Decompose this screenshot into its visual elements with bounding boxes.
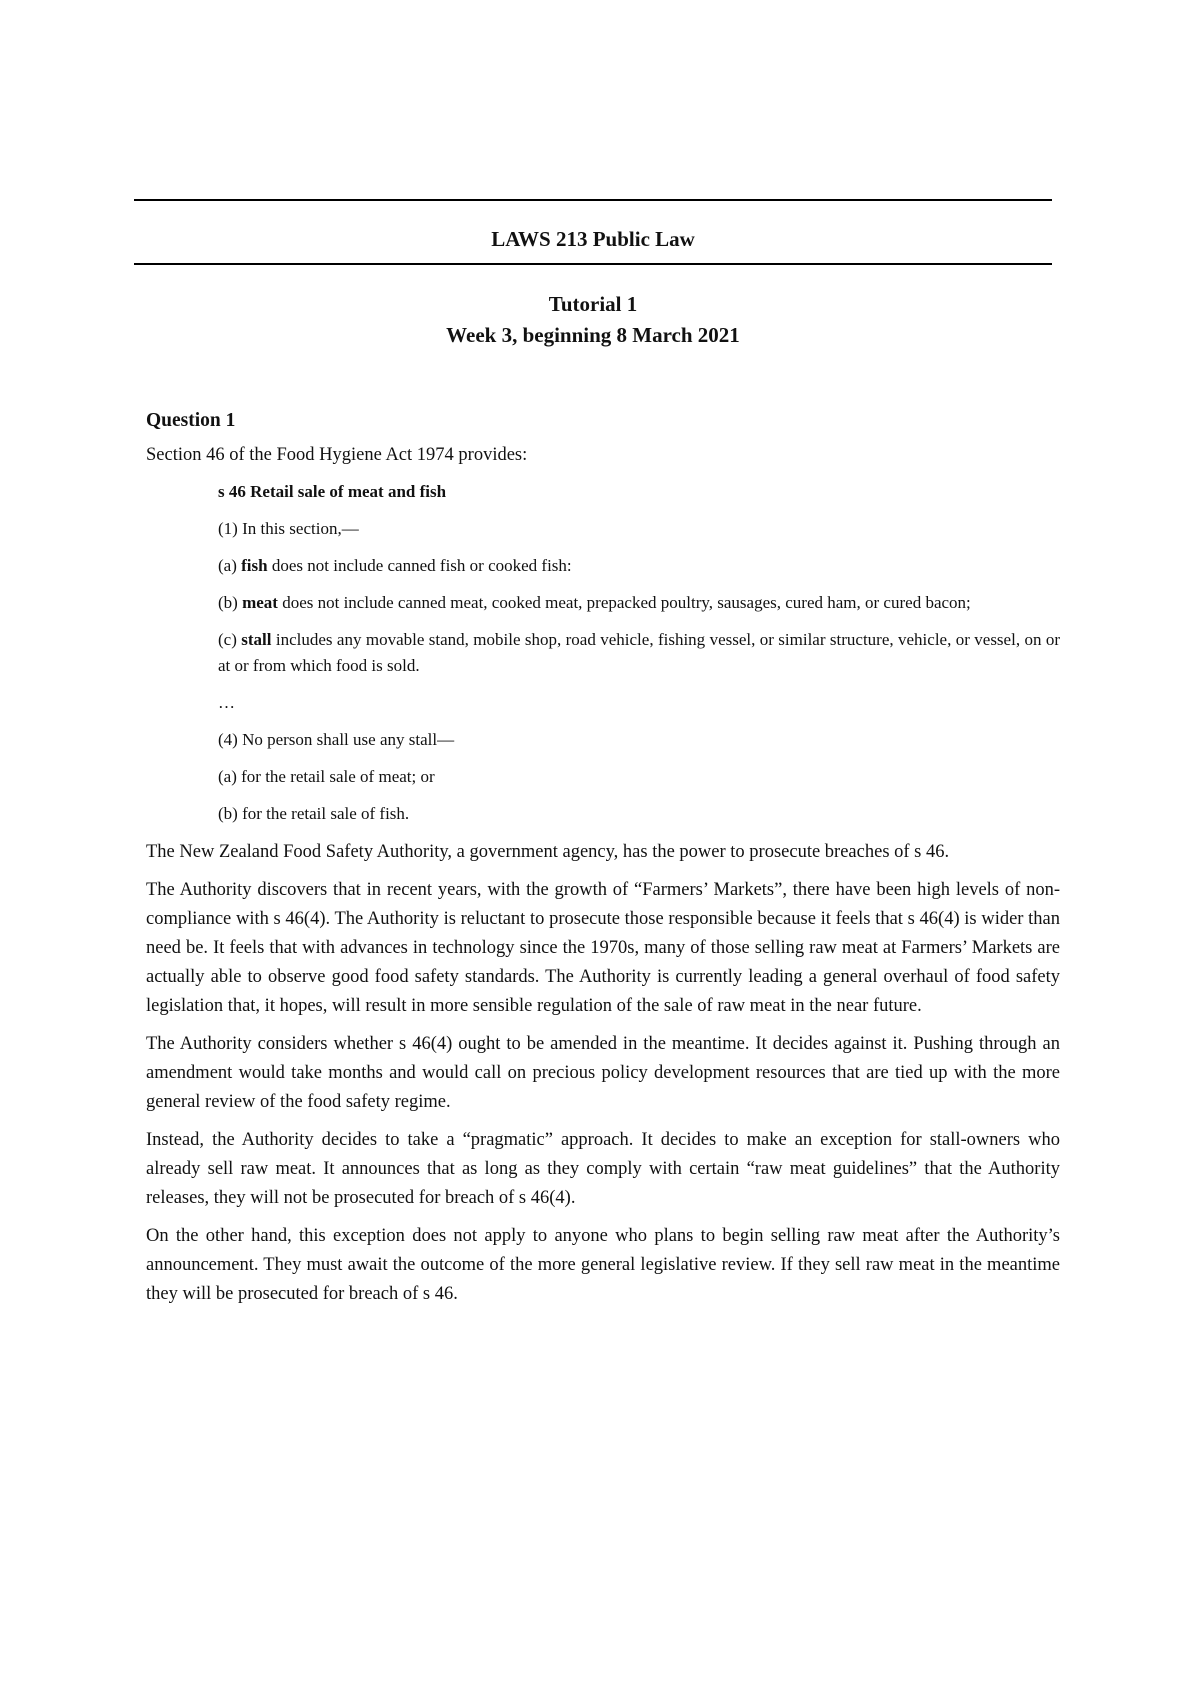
paragraph-3: The Authority considers whether s 46(4) ought to be amended in the meantime. It decides against it. Pushing through an amendment would take months and would call on precious policy development resources that are tied up with the more general review of the food safety regime. <box>146 1034 1060 1112</box>
statute-sub4a: (a) for the retail sale of meat; or <box>218 767 435 786</box>
statute-extract <box>218 479 1060 827</box>
statute-ellipsis: … <box>218 693 235 712</box>
header-rule-bottom <box>134 263 1052 265</box>
paragraph-5: On the other hand, this exception does not apply to anyone who plans to begin selling raw meat after the Authority’s announcement. They must await the outcome of the more general legislative review. If they sell raw meat in the meantime they will be prosecuted for breach of s 46. <box>146 1226 1060 1304</box>
statute-heading: s 46 Retail sale of meat and fish <box>218 482 447 501</box>
def-text: does not include canned meat, cooked meat, prepacked poultry, sausages, cured ham, or cured bacon; <box>277 593 971 612</box>
question-body <box>146 406 1060 1318</box>
question-heading: Question 1 <box>146 410 236 431</box>
statute-sub1: (1) In this section,— <box>218 519 359 538</box>
def-prefix: (a) <box>218 556 242 575</box>
tutorial-week: Week 3, beginning 8 March 2021 <box>446 323 740 347</box>
def-prefix: (c) <box>218 630 242 649</box>
def-text: does not include canned fish or cooked fish: <box>267 556 572 575</box>
statute-def-meat <box>218 590 1060 616</box>
def-text: includes any movable stand, mobile shop, road vehicle, fishing vessel, or similar structure, vehicle, or vessel, on or at or from which food is sold. <box>218 630 1061 675</box>
question-intro: Section 46 of the Food Hygiene Act 1974 provides: <box>146 445 528 465</box>
def-term-fish: fish <box>241 556 268 575</box>
def-prefix: (b) <box>218 593 243 612</box>
header-rule-top <box>134 199 1052 201</box>
paragraph-4: Instead, the Authority decides to take a “pragmatic” approach. It decides to make an exception for stall-owners who already sell raw meat. It announces that as long as they comply with certain “raw meat guidelines” that the Authority releases, they will not be prosecuted for breach of s 46(4). <box>146 1130 1060 1208</box>
statute-sub4: (4) No person shall use any stall— <box>218 730 455 749</box>
def-term-meat: meat <box>242 593 278 612</box>
paragraph-1: The New Zealand Food Safety Authority, a government agency, has the power to prosecute breaches of s 46. <box>146 842 950 862</box>
statute-def-stall <box>218 627 1060 679</box>
paragraph-2: The Authority discovers that in recent years, with the growth of “Farmers’ Markets”, there have been high levels of non-compliance with s 46(4). The Authority is reluctant to prosecute those responsible because it feels that s 46(4) is wider than need be. It feels that with advances in technology since the 1970s, many of those selling raw meat at Farmers’ Markets are actually able to observe good food safety standards. The Authority is currently leading a general overhaul of food safety legislation that, it hopes, will result in more sensible regulation of the sale of raw meat in the near future. <box>146 880 1060 1016</box>
statute-sub4b: (b) for the retail sale of fish. <box>218 804 410 823</box>
def-term-stall: stall <box>241 630 272 649</box>
statute-def-fish <box>218 553 1060 579</box>
tutorial-number: Tutorial 1 <box>548 292 638 316</box>
tutorial-heading <box>134 289 1052 351</box>
course-title: LAWS 213 Public Law <box>491 227 695 251</box>
